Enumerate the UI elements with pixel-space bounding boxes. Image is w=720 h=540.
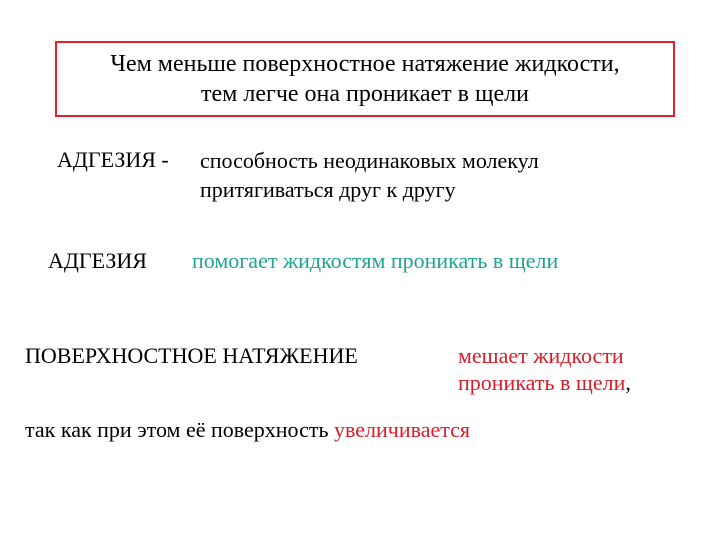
adhesion-definition	[200, 146, 539, 204]
adhesion-definition-line-2: притягиваться друг к другу	[200, 177, 456, 202]
adhesion-term-2: АДГЕЗИЯ	[48, 248, 147, 273]
conclusion-text: так как при этом её поверхность	[25, 417, 335, 442]
conclusion	[25, 416, 470, 444]
surface-tension-effect-comma: ,	[625, 370, 631, 395]
surface-tension-effect	[458, 342, 631, 396]
adhesion-definition-line-1: способность неодинаковых молекул	[200, 148, 539, 173]
title-line-2: тем легче она проникает в щели	[201, 81, 529, 107]
adhesion-effect-text: помогает жидкостям проникать в щели	[192, 248, 559, 273]
surface-tension-effect-line-1: мешает жидкости	[458, 343, 624, 368]
conclusion-highlight: увеличивается	[334, 417, 471, 442]
surface-tension-effect-line-2	[458, 369, 631, 396]
title-line-1: Чем меньше поверхностное натяжение жидкости,	[110, 51, 620, 77]
title-box	[55, 41, 675, 117]
adhesion-term: АДГЕЗИЯ -	[57, 147, 169, 172]
surface-tension-term: ПОВЕРХНОСТНОЕ НАТЯЖЕНИЕ	[25, 343, 358, 368]
surface-tension-effect-line-2-text: проникать в щели	[458, 370, 626, 395]
